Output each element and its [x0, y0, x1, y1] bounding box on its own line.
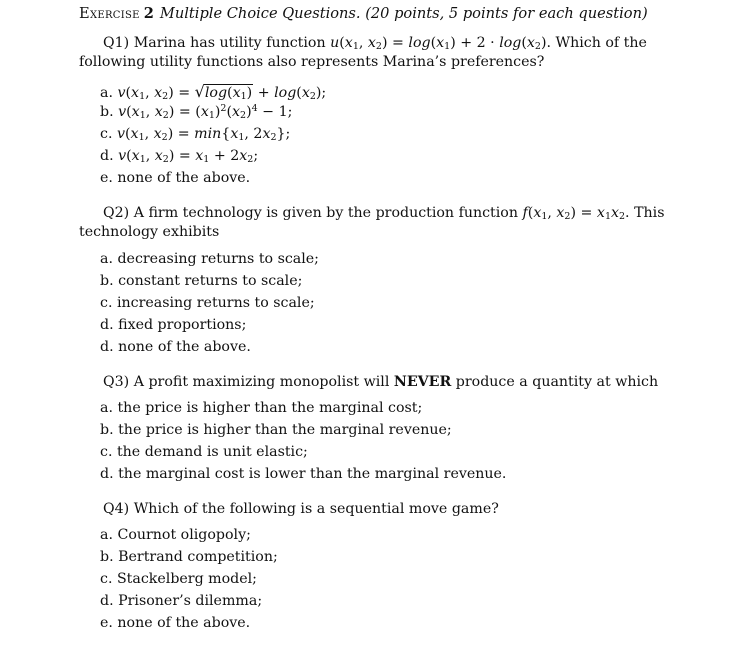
- q4-option-b: b. Bertrand competition;: [100, 549, 278, 565]
- q3-option-d: d. the marginal cost is lower than the marginal revenue.: [100, 466, 507, 482]
- q1-text-a: Marina has utility function: [133, 35, 326, 51]
- q2-option-e: d. none of the above.: [100, 339, 251, 355]
- q3-text-a: A profit maximizing monopolist will: [133, 374, 390, 390]
- q1-option-d: d. $v(x_1$, $x_2) = x_1 + 2x_2$;: [100, 148, 259, 165]
- q2-option-d: d. fixed proportions;: [100, 317, 247, 333]
- q2-option-c: c. increasing returns to scale;: [100, 295, 315, 311]
- exercise-title: Multiple Choice Questions. (20 points, 5 points for each question): [159, 5, 648, 22]
- q3-option-b: b. the price is higher than the marginal revenue;: [100, 422, 452, 438]
- q2-text: Q2) A firm technology is given by the production function $f(x_1$, $x_2) = x_1x_2$. This technology exhibits: [79, 205, 665, 240]
- q2-label: Q2): [103, 205, 130, 221]
- q4-option-d: d. Prisoner’s dilemma;: [100, 593, 263, 609]
- q2-option-b: b. constant returns to scale;: [100, 273, 303, 289]
- q3-text: [79, 373, 679, 392]
- q4-option-e: e. none of the above.: [100, 615, 251, 631]
- exercise-number: 2: [143, 5, 154, 22]
- q3-label: Q3): [103, 374, 130, 390]
- q1-utility-formula: u: [330, 35, 340, 51]
- q1-option-b: b. $v(x_1$, $x_2) = (x_1)^2(x_2)^4 - 1$;: [100, 103, 293, 121]
- q1-text-b: Which of the following utility functions also represents Marina’s preferences?: [79, 35, 647, 70]
- q3-text-b: produce a quantity at which: [455, 374, 659, 390]
- q3-option-a: a. the price is higher than the marginal cost;: [100, 400, 423, 416]
- q1-option-c: c. $v(x_1$, $x_2) = \min\{x_1$, $2x_2$};: [100, 126, 291, 143]
- q4-option-c: c. Stackelberg model;: [100, 571, 257, 587]
- q2-text-a: A firm technology is given by the production function: [133, 205, 518, 221]
- q2-text-b: This technology exhibits: [79, 205, 665, 240]
- q4-text: [79, 500, 679, 519]
- q1-option-a: a. $v(x_1$, $x_2) = √\log(x_1) + \log(x_2)$;: [100, 82, 327, 102]
- q4-label: Q4): [103, 501, 130, 517]
- q1-option-e: e. none of the above.: [100, 170, 251, 186]
- q1-text: Q1) Marina has utility function $u(x_1$, $x_2) = \log(x_1) + 2 \cdot \log(x_2)$. Which of the following utility functions also represents Marina’s preferences?: [79, 35, 647, 70]
- q1-label: Q1): [103, 35, 130, 51]
- exercise-label: Exercise: [79, 5, 140, 22]
- q4-question: Which of the following is a sequential move game?: [133, 501, 499, 517]
- q3-emphasis: NEVER: [393, 374, 452, 390]
- q4-option-a: a. Cournot oligopoly;: [100, 527, 251, 543]
- q3-option-c: c. the demand is unit elastic;: [100, 444, 308, 460]
- exercise-header: [79, 5, 648, 22]
- q2-option-a: a. decreasing returns to scale;: [100, 251, 319, 267]
